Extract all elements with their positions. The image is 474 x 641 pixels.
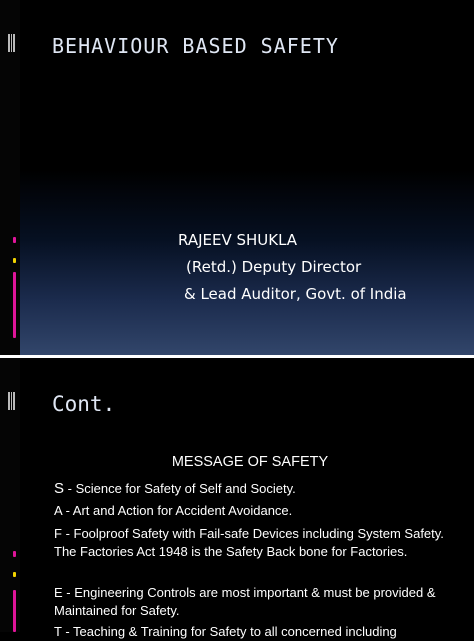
item-letter: E (54, 585, 63, 600)
list-item (54, 584, 454, 620)
item-text: - Engineering Controls are most important & must be provided & Maintained for Safety. (54, 585, 436, 618)
edge-marker (8, 34, 15, 52)
author-affiliation: & Lead Auditor, Govt. of India (184, 285, 407, 303)
slide-title: Cont. (52, 392, 116, 416)
accent-stripe (13, 551, 16, 557)
item-text: - Teaching & Training for Safety to all concerned including (61, 624, 397, 639)
author-designation: (Retd.) Deputy Director (186, 258, 362, 276)
slide-left-bar (0, 0, 20, 358)
section-heading: MESSAGE OF SAFETY (171, 454, 329, 470)
item-letter: F (54, 526, 62, 541)
item-letter: S (54, 480, 65, 497)
item-text: - Science for Safety of Self and Society. (64, 481, 296, 496)
accent-stripe (13, 237, 16, 243)
accent-stripe (13, 590, 16, 632)
item-letter: A (54, 503, 62, 518)
accent-stripe (13, 572, 16, 577)
item-text: - Art and Action for Accident Avoidance. (61, 503, 293, 518)
list-item (54, 525, 454, 561)
list-item (54, 502, 454, 520)
accent-stripe (13, 258, 16, 263)
list-item (54, 623, 454, 641)
edge-marker (8, 392, 15, 410)
slide-title: BEHAVIOUR BASED SAFETY (52, 34, 339, 58)
item-letter: T (54, 624, 62, 639)
author-name: RAJEEV SHUKLA (178, 231, 298, 249)
list-item (54, 480, 454, 498)
slide-left-bar (0, 358, 20, 632)
accent-stripe (13, 272, 16, 338)
item-text: - Foolproof Safety with Fail-safe Devices including System Safety. The Factories Act 1948 is the Safety Back bone for Factories. (54, 526, 444, 559)
